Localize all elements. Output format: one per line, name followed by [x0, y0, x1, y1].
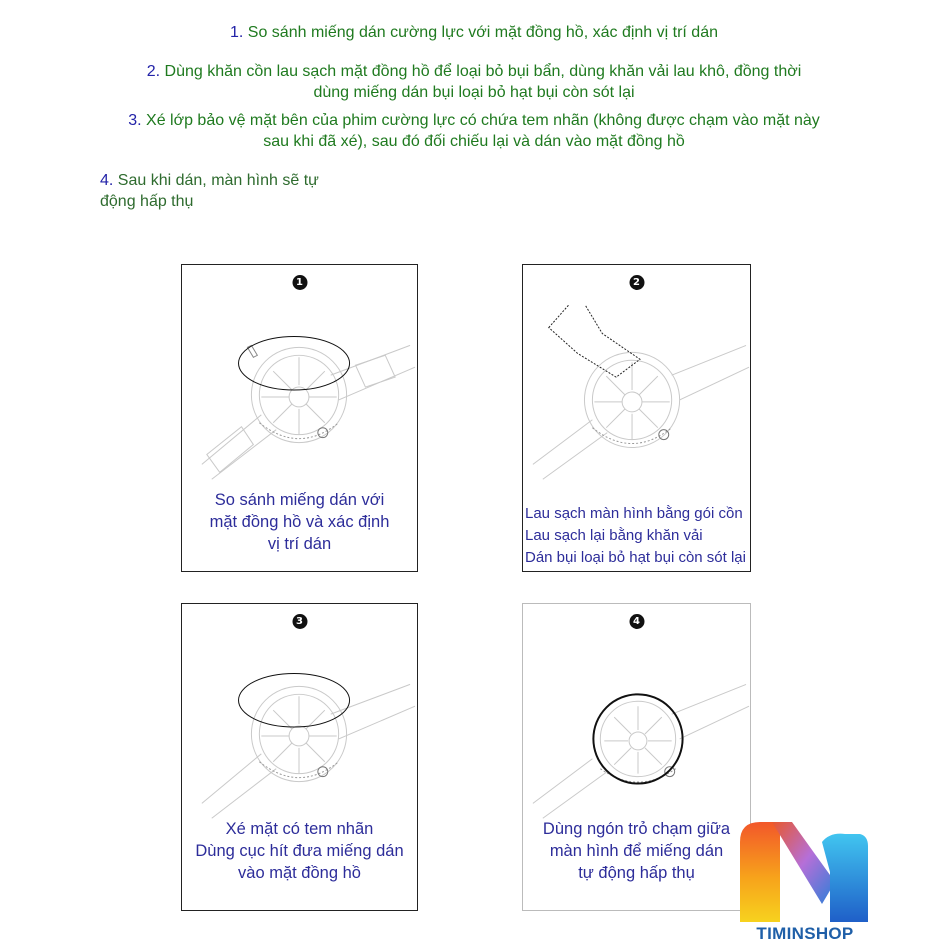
instruction-number: 2.: [146, 63, 161, 80]
step-badge: 4: [629, 614, 644, 629]
step-badge: 3: [292, 614, 307, 629]
instruction-text: sau khi đã xé), sau đó đối chiếu lại và dán vào mặt đồng hồ: [263, 133, 685, 150]
instruction-4: [100, 170, 340, 212]
instruction-text: Sau khi dán, màn hình sẽ tự động hấp thụ: [100, 172, 319, 210]
instruction-3: [70, 110, 878, 152]
step-panel-3: [181, 603, 418, 911]
caption-line: Xé mặt có tem nhãn: [225, 820, 374, 838]
step-badge: 1: [292, 275, 307, 290]
step-panel-4: [522, 603, 751, 911]
brand-name: TIMINSHOP: [756, 924, 854, 943]
watch-illustration: [182, 305, 417, 480]
step-panel-1: [181, 264, 418, 572]
watch-illustration: [182, 644, 417, 819]
caption-line: Lau sạch màn hình bằng gói cồn: [525, 505, 743, 522]
instruction-text: dùng miếng dán bụi loại bỏ hạt bụi còn sót lại: [313, 84, 635, 101]
instruction-number: 1.: [229, 24, 244, 41]
panel-caption: [182, 489, 417, 555]
caption-line: Lau sạch lại bằng khăn vải: [525, 527, 703, 544]
instruction-number: 3.: [128, 112, 142, 129]
instruction-text: Xé lớp bảo vệ mặt bên của phim cường lực có chứa tem nhãn (không được chạm vào mặt này: [146, 112, 820, 129]
caption-line: vị trí dán: [267, 535, 332, 553]
step-panel-2: [522, 264, 751, 572]
caption-line: Dán bụi loại bỏ hạt bụi còn sót lại: [525, 549, 746, 566]
panel-caption: [523, 503, 752, 569]
caption-line: Dùng cục hít đưa miếng dán: [195, 842, 404, 860]
caption-line: vào mặt đồng hồ: [238, 864, 361, 882]
instruction-number: 4.: [100, 172, 114, 189]
instruction-2: [70, 61, 878, 103]
caption-line: Dùng ngón trỏ chạm giữa: [542, 820, 731, 838]
instruction-text: So sánh miếng dán cường lực với mặt đồng hồ, xác định vị trí dán: [247, 24, 718, 41]
panel-caption: [182, 818, 417, 884]
panel-caption: [523, 818, 750, 884]
caption-line: So sánh miếng dán với: [214, 491, 385, 509]
instruction-1: [70, 22, 878, 43]
caption-line: tự động hấp thụ: [578, 864, 695, 882]
caption-line: mặt đồng hồ và xác định: [209, 513, 390, 531]
caption-line: màn hình để miếng dán: [549, 842, 724, 860]
watch-illustration: [523, 644, 750, 819]
step-badge: 2: [629, 275, 644, 290]
instruction-text: Dùng khăn cồn lau sạch mặt đồng hồ để loại bỏ bụi bẩn, dùng khăn vải lau khô, đồng thời: [164, 63, 802, 80]
watch-illustration: [523, 305, 750, 480]
m-logo-icon: [730, 812, 880, 942]
